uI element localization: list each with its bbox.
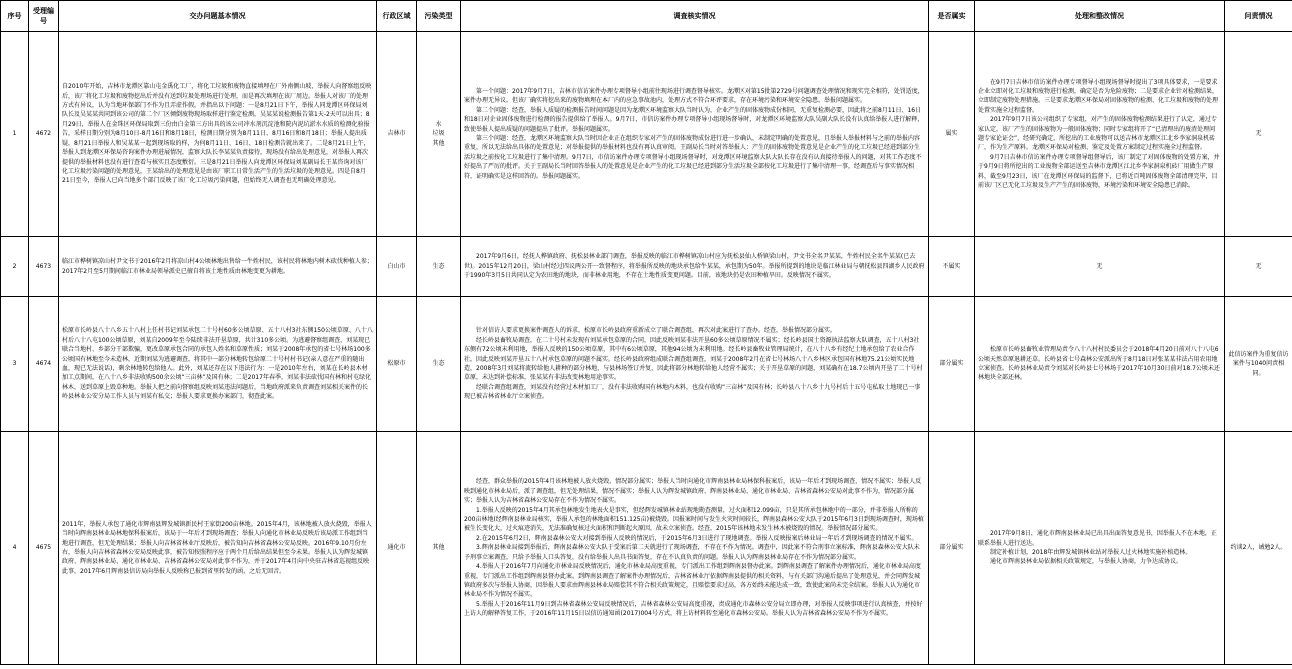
cell-problem: 临江市桦树镇凉山村尹文书于2016年2月将凉山村4公顷林地出售给一牛姓村民，该村民将林地内树木砍伐种植人参；2017年2月至5月期间临江市林业局领导派史已擅自将该土地性质由林地变更为耕地。 — [59, 237, 377, 297]
header-row — [1, 1, 1292, 32]
paragraph: 经查，群众举报的2015年4月该林地被人放火烧毁，情况部分属实；举报人当时向通化市辉南县林业局林保科报案后，该局一年后才到现场调查，情况不属实；举报人反映到通化市林业局后，派了调查组，但无处理结果，情况不属实；举报人认为辉发城镇政府、辉南县林业局、通化市林业局、吉林省森林公安局对此事不作为，情况部分属实；举报人认为吉林省森林公安局存在不作为情况不属实。 — [464, 478, 922, 505]
cell-pollution: 生态 — [417, 237, 461, 297]
header-problem: 交办问题基本情况 — [59, 1, 377, 32]
header-investigation: 调查核实情况 — [461, 1, 929, 32]
cell-verified: 部分属实 — [929, 432, 975, 665]
cell-investigation — [461, 237, 929, 297]
cell-problem: 松原市长岭县八十八乡五十八村上任村书记刘某承包二十号村60多公顷草原、五十八村3社东侧150公顷草原、八十八村后八十八屯100公顷草原，刘某自2009年至今陆续非法开垦草原，共计310多公顷。为逃避督察组调查，刘某现已联合当地村、乡部分干部欺骗，更改草原承包合同的承包人姓名和草原性质；刘某于2008年承包的省七号林场100多公顷国有林地至今未造林，近期刘某为逃避调查，将其中一部分林地转包给原二十号村村书记(亲人意在严重的随出血，现已无法说话)，剩余林地转包给他人。此外，刘某还存在以下违法行为：一是2010年左右，刘某在长岭县木材加工点期间，在八十八乡非法收购500余公顷“三亩林”及国有林；二是2017年春季，刘某非法砍伐国有林和村屯绿化林木，送到草原上毁草种地。举报人把之前向督察组反映刘某违法问题后，当地政府派来负责调查刘某相关案件的长岭县林业公安分局工作人员与刘某有私交；举报人要求更换办案部门，彻查此案。 — [59, 297, 377, 432]
cell-pollution: 生态 — [417, 297, 461, 432]
header-pollution: 污染类型 — [417, 1, 461, 32]
header-verified: 是否属实 — [929, 1, 975, 32]
cell-handling — [975, 432, 1225, 665]
cell-handling — [975, 237, 1225, 297]
cell-case-no: 4675 — [29, 432, 59, 665]
cell-region: 吉林市 — [377, 32, 417, 237]
cell-accountability: 此信访案件为重复信访案件与1040问责相同。 — [1225, 297, 1292, 432]
paragraph: 3.辉南县林业局接到举报后，辉南县森林公安大队于受案后第二天就进行了现场调查，不存在不作为情况。调查中，因此案不符合刑事立案标准，辉南县森林公安大队未予刑事立案调查，只给予举报人口头答复，没有给举报人出具书面答复，存在不认真负责的问题。举报人认为辉南县林业局存在不作为情况部分属实。 — [464, 544, 920, 561]
header-region: 行政区域 — [377, 1, 417, 32]
header-handling: 处理和整改情况 — [975, 1, 1225, 32]
cell-accountability: 无 — [1225, 237, 1292, 297]
cell-investigation — [461, 297, 929, 432]
paragraph: 经联合调查组调查，刘某没有经营过木材加工厂，没有非法收购国有林地内木料，也没有收购“三亩林”及国有林；长岭县八十八乡十九号村后十五号屯私取土地现已一事现已被吉林省林业厅立案侦查。 — [464, 383, 921, 401]
header-seq: 序号 — [1, 1, 29, 32]
header-accountability: 问责情况 — [1225, 1, 1292, 32]
paragraph: 第三个问题：经查，龙潭区环境监察大队当时因企业正在组织专家对产生的固体废物成份进行进一步确认，未制定明确的处置意见，且举报人举报材料与之前的举报内容重复，所以无法给出具体的处置意见；对举报提供的举报材料也没有再认真审阅。王副局长当时对答举报人：产生的固体废物处置意见是企业产生的化工垃圾已经进到部分生活垃圾之前按化工垃圾进行了集中清理。9月7日，市信访案件办理专项督导小组现场督导时，对龙潭区环境监察大队大队长存在没有认真接待举报人的问题，对其工作态度不好提出了严厉的批评。关于王副局长当时回答举报人的处置意见是企业产生的化工垃圾已经进到部分生活垃圾全部按化工垃圾进行了集中清理一事，经调查后与事实情况相符，证明确实是这样回答的。举报问题属实。 — [464, 135, 922, 180]
header-case-no: 受理编号 — [29, 1, 59, 32]
cell-accountability: 约谈2人，诫勉2人。 — [1225, 432, 1292, 665]
paragraph: 9月7日吉林市信访案件办理专项督导组督导后，该厂制定了对固体废物的处置方案，并于9月9日将所挖出的工业废物全部运送至吉林市龙潭区江北乡李家洞泉机砖厂用做生产原料，截至9月23日，该厂在龙潭区环保局的监督下，已将近百吨固体废物全部清理完毕，目前该厂区已无化工垃圾及生产产生的固体废物，环境污染和环境安全隐患已消除。 — [978, 153, 1220, 190]
paragraph: 通化市辉南县林业局依据相关政策规定，与举报人协商，力争达成协议。 — [990, 558, 1183, 566]
cell-seq: 3 — [1, 297, 29, 432]
cell-investigation — [461, 32, 929, 237]
paragraph: 经长岭县畜牧局调查，在二十号村未发现有刘某承包草原的合同，因此反映刘某非法开垦60多公顷草原情况不属实；经长岭县国土资源执法监察大队调查，五十八村3社东侧有72公顷未利用地，举报人反映的150公顷草原，其中有6公顷草原，其他94公顷为未利用地。经长岭县畜牧业管理局统计，在八十八乡有经纪土地承包给了农业合作社，因此反映刘某开垦五十八村承包草原的问题不属实。经长岭县政府组成联合调查组调查，刘某于2008年2月在省七号林场八十八乡林区承包国有林地75.21公顷实民地造，2008年3月刘某将流转给他人耕种的部分林地，与县林场签订并复，因此将部分林地转给他人经营不属实；关于开垦草原的问题，刘某确有在18.7公顷内开垦了二十号村草原，未达到补偿标准，张某某有非法改变林地用途事实。 — [464, 336, 923, 382]
paragraph: 5.举报人于2016年11月9日到吉林省森林公安局反映情况后，吉林省森林公安局高度重视，责成通化市森林公安分局立即办理，对举报人反映事项进行认真核查，并按好上访人的解释答复工作，于2016年11月15日以信访通知函(2017)004号方式，将上访材料转至通化市森林公安局。举报人认为吉林省森林公安局不作为不属实。 — [464, 600, 923, 618]
cell-pollution — [417, 32, 461, 237]
table-row — [1, 432, 1292, 665]
table-row — [1, 297, 1292, 432]
cell-case-no: 4674 — [29, 297, 59, 432]
paragraph: 松原市长岭县畜牧业管理局责令八十八村村民委员会于2018年4月20日前对八十八屯6公顷天然草原退耕还草。长岭县省七号森林公安派出所于8月18日对张某某非法占用农用地立案侦查。长岭县林业局责令刘某对长岭县七号林场于2017年10月30日前对18.7公顷未还林地块全部还林。 — [978, 346, 1220, 382]
cell-seq: 1 — [1, 32, 29, 237]
table-row — [1, 32, 1292, 237]
cell-verified: 部分属实 — [929, 297, 975, 432]
cell-verified: 不属实 — [929, 237, 975, 297]
paragraph: 4.举报人于2016年7月向通化市林业局反映情况后，通化市林业局高度重视，专门派出工作组到辉南县督办此案。到辉南县调查了解案件办理情况后，通化市林业局高度重视，专门派出工作组到辉南县督办此案。到辉南县调查了解案件办理情况后，吉林省林业厅依据辉南县提供的相关资料，与有关部门沟通后提出了处理意见，并会同辉发城镇政府多次与举报人协商，因举报人要求由辉南县林业局赔偿其不符合相关政策规定，且赔偿要求过高，各方始终未能达成一致，致使此案尚未完全结案。举报人认为通化市林业局不作为情况不属实。 — [464, 563, 921, 599]
cell-case-no: 4673 — [29, 237, 59, 297]
paragraph: 无 — [1096, 262, 1103, 270]
cell-region: 白山市 — [377, 237, 417, 297]
cell-pollution: 其他 — [417, 432, 461, 665]
pollution-type: 其他 — [432, 139, 445, 147]
paragraph: 第二个问题：经查，举报人质疑的检测报告时间问题是因为龙潭区环境监察大队当时认为，企业产生的固体废物成份相同，无重复检测必要，因此将之前8月11日、16日和18日对企业固体废物进行检测的报告提供给了举报人。9月7日，市信访案件办理专项督导小组现场督导时，对龙潭区环境监察大队吴副大队长没有认真给举报人进行解释，致使举报人提出质疑的问题提出了批评。举报问题属实。 — [464, 106, 924, 133]
paragraph: 2.在2015年6月2日，辉南县森林公安大对接到举报人反映的情况后，于2015年6月3日进行了现地调查。举报人反映报案后林业局一年后才到现场调查的情况不属实。 — [476, 534, 918, 542]
paragraph: 第一个问题：2017年9月7日，吉林市信访案件办理专项督导小组前往现场进行调查督导核实。龙潭区对第15批第2729号问题调查处理情况和现实完全相符，处罚适度，案件办理无异议。但该厂确实将挖出来的废物填埋在本厂内的应急事故池内，处理方式不符合环评要求，存在环境污染和环境安全隐患。举报问题属实。 — [464, 87, 924, 105]
paragraph: 2017年9月8日，通化市辉南县林业局已出具出面答复意见书，因举报人不在本地，正联系举报人进行送达。 — [978, 530, 1217, 547]
paragraph: 1.举报人反映的2015年4月其承包林地发生地表火是事实，但经辉发城镇林业站现地勘查测量，过火面积12.099亩，只是其所承包林地中的一部分，并非举报人所称的200亩林地(经辉南县林业局核实，举报人承包的林地面积151.125亩)被烧毁。因报案时间与发生火灾时间较长，辉南县森林公安大队于2015年6月3日到现场调查时，现场植被生长变化大，过火痕迹消失，无法准确复核过火面积和判断起火原因，故未立案侦查。经查，2015年该林地未发生林木被烧毁的情况。举报情况部分属实。 — [464, 506, 924, 533]
cell-seq: 2 — [1, 237, 29, 297]
paragraph: 针对信访人要求更换案件调查人的诉求，松原市长岭县政府重新成立了联合调查组，再次对此案进行了查办。经查，举报情况部分属实。 — [476, 327, 837, 335]
cell-case-no: 4672 — [29, 32, 59, 237]
cell-investigation — [461, 432, 929, 665]
cell-problem: 2011年，举报人承包了通化市辉南县辉发城镇新民村王家街200亩林地。2015年4月，该林地被人放火烧毁，举报人当时向辉南县林业局林地保科报案后，该局于一年后才到现场调查；举报人向通化市林业局反映后该局派工作组到当地进行调查，但无处理结果；举报人向吉林省林业厅反映后，被告知向吉林省森林公安局反映。2016年9.10月份左右，举报人向吉林省森林公安局反映此事，被告知按照程序应于两个月后给出结果但至今未果。举报人认为辉发城镇政府、辉南县林业局、通化市林业局、吉林省森林公安局对此事不作为，并于2017年4月向中央驻吉林省巡视组反映此事，2017年6月辉南县信访局向举报人反映称已报到省里转发的函，之后无回音。 — [59, 432, 377, 665]
table-row — [1, 237, 1292, 297]
paragraph: 制定补植计划，2018年由辉发城镇林业站对举报人过火林地实施补植造林。 — [990, 549, 1192, 556]
paragraph: 2017年9月6日，经抚人桦镇政府、抚松县林业部门调查，举报反映的临江市桦树镇凉山村应为抚松县仙人桥镇梁山村，尹文书全名尹某某，牛姓村民全名牛某某(已去世)。2015年12月20日，梁山村经过四议两公开一致督程序，将举报所反映的地块承包给牛某某，承包期为50年。举报所提到的地块是临江林业局与朝抚松县四湖乡人民政府于1990年3月5日共同认定为农田地的地块，而非林业用地，不存在土地性质变更问题。目前，该地块仍是农田种植旱田。反映情况不属实。 — [464, 253, 925, 280]
cell-seq: 4 — [1, 432, 29, 665]
cell-handling — [975, 32, 1225, 237]
pollution-type: 垃圾 — [432, 130, 445, 138]
cell-region: 通化市 — [377, 432, 417, 665]
cell-verified: 属实 — [929, 32, 975, 237]
paragraph: 在9月7日吉林市信访案件办理专项督导小组现场督导时提出了3项具体要求，一是要求企业立即对化工垃圾和废物进行检测，确定是否为危险废物；二是要求企业针对检测结果，立即制定废物处理措施。三是要求龙潭区环保局对固体废物的检测、化工垃圾和废物的处理处置实施全过程监督。 — [978, 78, 1219, 114]
pollution-type: 水 — [435, 120, 442, 128]
cell-problem: 自2010年开始，吉林市龙潭区靠山屯金禹化工厂，将化工垃圾和废物直接填埋在厂外南侧山坡，举报人向督察组反映后，该厂将化工垃圾和废物挖出后并没有送到垃圾处理场进行处理，而是再次填埋在该厂周边。举报人对该厂的处理方式有异议，认为当地环保部门不作为且弄虚作假，并指出以下问题：一是8月21日下午，举报人同龙潭区环保局刘队长及吴某某共同到该公司的第二个厂区倾倒废物现场取样进行鉴定检测，吴某某说检测报告第1天-2天可以出具；8月29日，举报人在金珠区环保局取到三份由白金第三方出具的该公司冲水剂沉淀池和院内泥坑淤水水质的检测化验报告，采样日期分别为8月10日-8月16日和8月18日，检测日期分别为8月11日、8月16日和8月18日；举报人提出质疑，8月21日举报人和吴某某一起到现场取的样，为何8月11日、16日、18日检测告就出来了。二是8月21日上午，举报人到龙潭区环保局咨询案件办理进展情况，监察大队长李某某负责接待，现场没有给出处理意见，对举报人再次提供的举报材料也没有进行查看与核实且态度敷衍。三是8月21日举报人向龙潭区环保局刘某副局长王某咨询对该厂化工垃圾污染问题的处理意见，王某给出的处理意见是由该厂职工日常生活产生的生活垃圾的处理意见。四是自8月21日至今，举报人已向当地多个部门反映了该厂化工垃圾污染问题，但始终无人调查也无明确处理意见。 — [59, 32, 377, 237]
paragraph: 2017年9月7日该公司组织了专家组，对产生的固体废物检测结果进行了认定，通过专家认定，该厂产生的固体废物为一般固体废物；同时专家组将开了“已清理出的废渣处理问题专家论证会”，经研究确定，所挖出的工业废物可以送吉林市龙潭区江北乡李家洞泉机砖厂，作为生产原料。龙潭区环保局对检测、鉴定及处置方案制定过程实施全过程监督。 — [978, 116, 1217, 152]
cell-region: 松原市 — [377, 297, 417, 432]
cell-handling — [975, 297, 1225, 432]
cell-accountability: 无 — [1225, 32, 1292, 237]
